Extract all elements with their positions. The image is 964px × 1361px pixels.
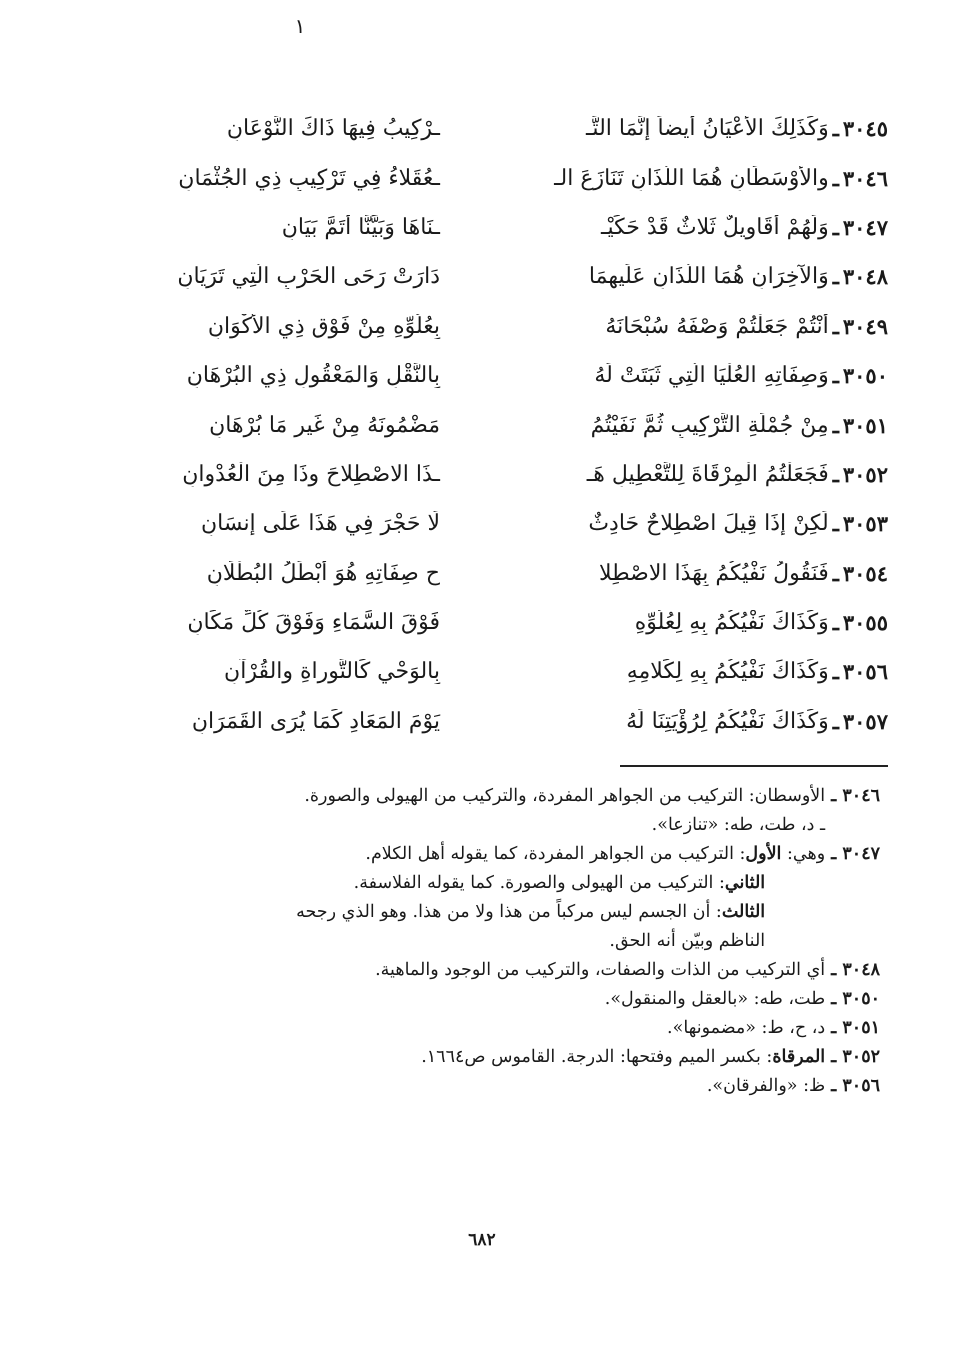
verse-sadr-text: وَكَذَلِكَ الأَعْيَانُ أَيضاً إِنَّمَا التَّـ xyxy=(585,116,829,142)
poem-verses xyxy=(72,104,888,746)
verse-second-hemistich: مَضْمُونَهُ مِنْ غَيرِ مَا بُرْهَانِ xyxy=(209,412,440,438)
verse-dash: ـ xyxy=(832,560,839,586)
footnote-line xyxy=(90,898,825,927)
verse-dash: ـ xyxy=(832,363,839,389)
verse-second-hemistich: يَوْمَ المَعَادِ كَمَا يُرَى القَمَرَانِ xyxy=(191,708,440,734)
verse-second-hemistich: بِالنَّقْلِ وَالمَعْقُولِ ذِي البُرْهَانِ xyxy=(186,363,440,389)
verse-number: ٣٠٥٤ xyxy=(842,560,888,586)
verse-row xyxy=(72,104,888,153)
verse-row xyxy=(72,252,888,301)
footnote-text: وهي: xyxy=(781,844,826,864)
verse-dash: ـ xyxy=(832,461,839,487)
verse-second-hemistich: ـرْكِيبُ فِيهَا ذَاكَ النَّوْعَانِ xyxy=(226,116,440,142)
verse-dash: ـ xyxy=(832,214,839,240)
footnote-text: الناظم وبيّن أنه الحق. xyxy=(609,931,766,951)
footnote xyxy=(90,1014,880,1043)
verse-sadr-text: مِنْ جُمْلَةِ التَّرْكِيبِ ثُمَّ نَفَيْتُمُ xyxy=(590,412,829,438)
footnotes xyxy=(90,782,880,1101)
footnote-line xyxy=(90,1043,825,1072)
verse-first-hemistich xyxy=(480,363,888,388)
verse-number: ٣٠٥١ xyxy=(842,412,888,438)
footnote-number: ٣٠٥٢ ـ xyxy=(831,1047,880,1067)
footnote-line xyxy=(90,782,825,811)
verse-number: ٣٠٥٧ xyxy=(842,708,888,734)
footnote-term: المرقاة xyxy=(772,1047,826,1067)
footnote xyxy=(90,1043,880,1072)
verse-second-hemistich: فَوْقَ السَّمَاءِ وَفَوْقَ كُلِّ مَكَانِ xyxy=(187,610,440,636)
verse-dash: ـ xyxy=(832,313,839,339)
footnote-text: ظ: «والفرقان». xyxy=(706,1076,826,1096)
verse-row xyxy=(72,499,888,548)
verse-row xyxy=(72,598,888,647)
footnote-text: الأوسطان: التركيب من الجواهر المفردة، والتركيب من الهيولى والصورة. xyxy=(304,786,826,806)
footnote-text: : التركيب من الجواهر المفردة، كما يقوله أهل الكلام. xyxy=(365,844,746,864)
verse-sadr-text: وَلَهُمْ أَقَاوِيلٌ ثَلاثٌ قَدْ حَكَيْـ xyxy=(601,214,829,240)
footnote-line xyxy=(90,956,825,985)
footnote-term: الثاني xyxy=(724,873,766,893)
verse-sadr-text: وَكَذَاكَ نَفْيُكُمُ بِهِ لِعُلُوِّهِ xyxy=(634,610,829,636)
footnote-line xyxy=(90,811,825,840)
verse-number: ٣٠٥٠ xyxy=(842,363,888,389)
verse-first-hemistich xyxy=(480,462,888,487)
verse-row xyxy=(72,647,888,696)
verse-number: ٣٠٤٩ xyxy=(842,313,888,339)
footnote-term: الثالث xyxy=(721,902,766,922)
footnote xyxy=(90,956,880,985)
footnote xyxy=(90,1072,880,1101)
verse-second-hemistich: ـنَاهَا وَبَيَّنَّا أَتَمَّ بَيَانِ xyxy=(281,214,440,240)
footnote-line xyxy=(90,1014,825,1043)
verse-number: ٣٠٤٥ xyxy=(842,116,888,142)
footnote-text: د، ح، ط: «مضمونها». xyxy=(667,1018,826,1038)
verse-dash: ـ xyxy=(832,708,839,734)
verse-sadr-text: لَكِنْ إِذَا قِيلَ اصْطِلاحٌ حَادِثٌ xyxy=(588,511,829,537)
verse-first-hemistich xyxy=(480,561,888,586)
verse-row xyxy=(72,400,888,449)
footnote-body xyxy=(90,782,825,840)
verse-second-hemistich: دَارَتْ رَحَى الحَرْبِ الَّتِي تَرَيَانِ xyxy=(177,264,440,290)
verse-first-hemistich xyxy=(480,511,888,536)
verse-first-hemistich xyxy=(480,659,888,684)
header-mark: ١ xyxy=(294,14,306,38)
verse-number: ٣٠٤٧ xyxy=(842,214,888,240)
verse-first-hemistich xyxy=(480,166,888,191)
footnote-text: أي التركيب من الذات والصفات، والتركيب من الوجود والماهية. xyxy=(375,960,826,980)
verse-row xyxy=(72,697,888,746)
verse-dash: ـ xyxy=(832,659,839,685)
verse-row xyxy=(72,302,888,351)
footnote-body xyxy=(90,985,825,1014)
verse-first-hemistich xyxy=(480,709,888,734)
verse-second-hemistich: بِعُلُوِّهِ مِنْ فَوْقِ ذِي الأَكْوَانِ xyxy=(207,313,440,339)
footnote-number: ٣٠٤٧ ـ xyxy=(831,844,880,864)
verse-dash: ـ xyxy=(832,165,839,191)
verse-row xyxy=(72,203,888,252)
verse-first-hemistich xyxy=(480,314,888,339)
footnote-text: ـ د، طت، طه: «تنازعا». xyxy=(651,815,826,835)
footnote-body xyxy=(90,1043,825,1072)
verse-sadr-text: والأَوْسَطَانِ هُمَا اللَّذَانِ تَنَازَعَ الـ xyxy=(554,165,829,191)
verse-sadr-text: وَصِفَاتِهِ العُلْيَا الَّتِي ثَبَتَتْ لَهُ xyxy=(594,363,829,389)
verse-dash: ـ xyxy=(832,610,839,636)
footnote-text: : أن الجسم ليس مركباً من هذا ولا من هذا. وهو الذي رجحه xyxy=(296,902,722,922)
verse-number: ٣٠٤٨ xyxy=(842,264,888,290)
footnote-number: ٣٠٥٠ ـ xyxy=(831,989,880,1009)
footnote-body xyxy=(90,956,825,985)
footnote-body xyxy=(90,840,825,956)
verse-first-hemistich xyxy=(480,610,888,635)
verse-sadr-text: أَنْتُمْ جَعَلْتُمْ وَصْفَهُ سُبْحَانَهُ xyxy=(605,313,829,339)
footnote-line xyxy=(90,985,825,1014)
footnote-term: الأول xyxy=(745,844,782,864)
footnote-line xyxy=(90,1072,825,1101)
verse-number: ٣٠٤٦ xyxy=(842,165,888,191)
footnote xyxy=(90,782,880,840)
footnote-line xyxy=(90,869,825,898)
verse-first-hemistich xyxy=(480,116,888,141)
footnote-number: ٣٠٤٦ ـ xyxy=(831,786,880,806)
verse-row xyxy=(72,351,888,400)
footnote-number: ٣٠٤٨ ـ xyxy=(831,960,880,980)
footnote-body xyxy=(90,1014,825,1043)
verse-number: ٣٠٥٣ xyxy=(842,511,888,537)
verse-second-hemistich: بِالوَحْيِ كَالتَّوراةِ والقُرْآنِ xyxy=(224,659,440,685)
footnote-number: ٣٠٥٦ ـ xyxy=(831,1076,880,1096)
footnote-text: طت، طه: «بالعقل والمنقول». xyxy=(604,989,826,1009)
verse-sadr-text: فَجَعَلْتُمُ الْمِرْقَاةَ لِلتَّعْطِيلِ هَـ xyxy=(586,461,829,487)
footnote-body xyxy=(90,1072,825,1101)
footnote-text: : بكسر الميم وفتحها: الدرجة. القاموس ص١٦٦٤. xyxy=(421,1047,773,1067)
verse-sadr-text: فَنَقُولُ نَفْيُكُمُ بِهَذَا الاصْطِلا xyxy=(598,560,829,586)
footnote-text: : التركيب من الهيولى والصورة. كما يقوله الفلاسفة. xyxy=(353,873,725,893)
verse-row xyxy=(72,450,888,499)
verse-sadr-text: وَكَذَاكَ نَفْيُكُمُ بِهِ لِكَلامِهِ xyxy=(626,659,829,685)
verse-sadr-text: وَكَذَاكَ نَفْيُكُمُ لِرُؤْيَتِنَا لَهُ xyxy=(626,708,829,734)
verse-dash: ـ xyxy=(832,116,839,142)
footnote-number: ٣٠٥١ ـ xyxy=(831,1018,880,1038)
verse-number: ٣٠٥٦ xyxy=(842,659,888,685)
verse-dash: ـ xyxy=(832,264,839,290)
verse-sadr-text: وَالآخِرَانِ هُمَا اللَّذَانِ عَلَيهِمَا xyxy=(588,264,829,290)
verse-number: ٣٠٥٢ xyxy=(842,461,888,487)
verse-first-hemistich xyxy=(480,215,888,240)
verse-first-hemistich xyxy=(480,413,888,438)
footnote-line xyxy=(90,840,825,869)
footnote-separator xyxy=(620,765,888,767)
footnote xyxy=(90,840,880,956)
verse-second-hemistich: حِ صِفَاتِهِ هُوَ أَبْطَلُ البُطْلَانِ xyxy=(206,560,440,586)
verse-second-hemistich: ـذَا الاصْطِلاحَ وذَا مِنَ الْعُدْوانِ xyxy=(182,461,440,487)
page-number: ٦٨٢ xyxy=(468,1230,496,1250)
verse-second-hemistich: ـعُقَلاءُ فِي تَرْكِيبِ ذِي الجُثْمَانِ xyxy=(178,165,440,191)
verse-second-hemistich: لَا حَجْرَ فِي هَذَا عَلَى إِنسَانِ xyxy=(200,511,440,537)
verse-dash: ـ xyxy=(832,511,839,537)
verse-number: ٣٠٥٥ xyxy=(842,610,888,636)
verse-first-hemistich xyxy=(480,264,888,289)
verse-row xyxy=(72,549,888,598)
footnote xyxy=(90,985,880,1014)
verse-dash: ـ xyxy=(832,412,839,438)
footnote-line xyxy=(90,927,825,956)
verse-row xyxy=(72,153,888,202)
